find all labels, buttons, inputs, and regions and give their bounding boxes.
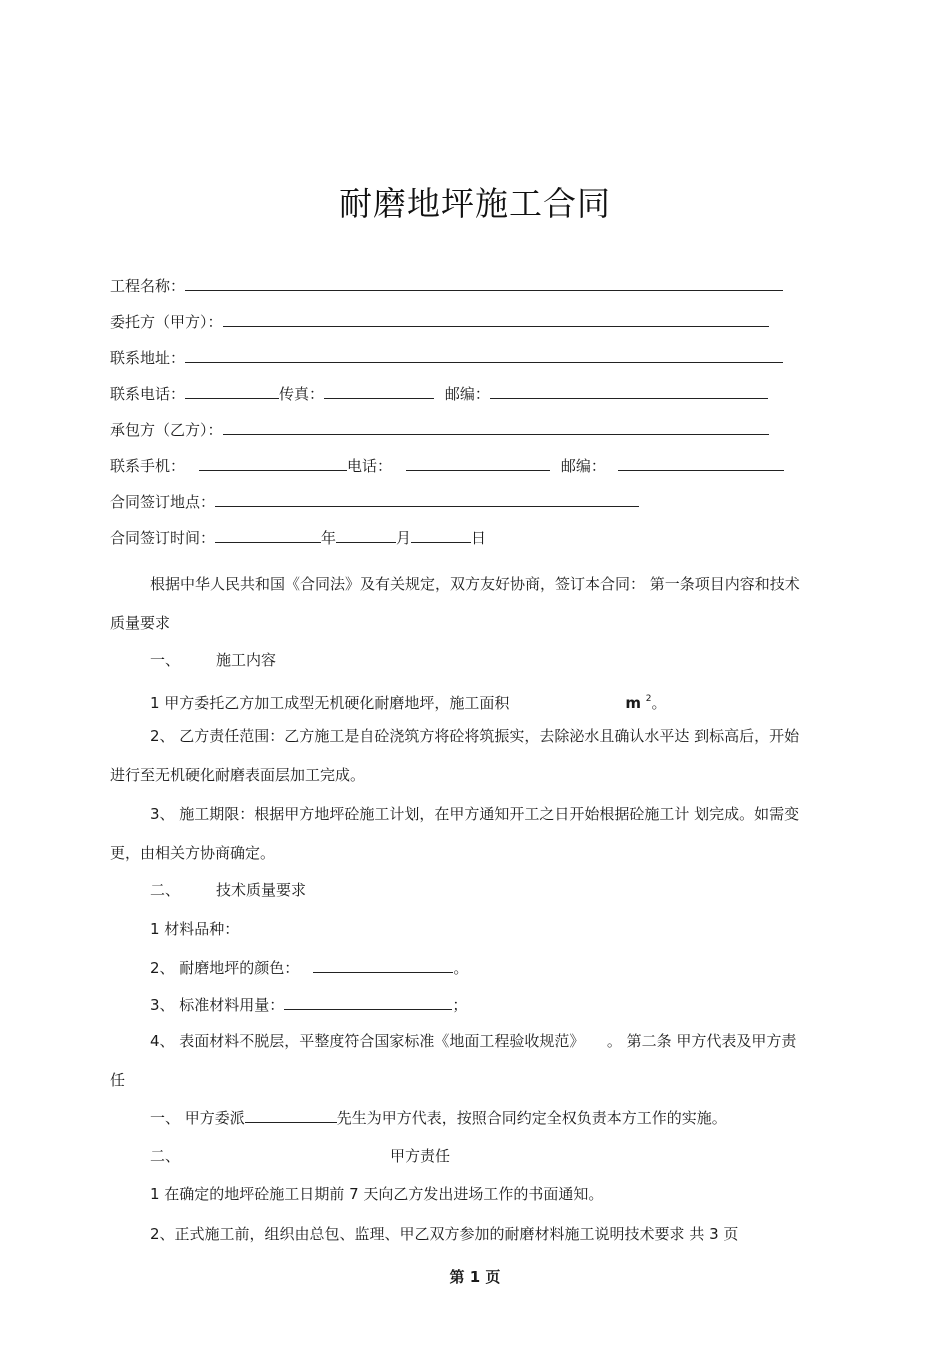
party-a-label: 委托方（甲方）： [110, 313, 223, 331]
item-1-end: 。 [651, 694, 667, 712]
duty-title: 甲方责任 [390, 1147, 451, 1165]
year-label: 年 [321, 529, 337, 547]
rep-name-blank[interactable] [245, 1108, 337, 1123]
mobile-label: 联系手机： [110, 457, 186, 475]
postcode-blank[interactable] [490, 384, 768, 399]
party-b-label: 承包方（乙方）： [110, 421, 223, 439]
tq-2-end: 。 [453, 959, 469, 977]
phone-blank[interactable] [185, 384, 279, 399]
address-row [110, 346, 783, 370]
material-usage-blank[interactable] [284, 995, 452, 1010]
address-label: 联系地址： [110, 349, 186, 367]
tq-3-end: ； [452, 996, 468, 1014]
year-blank[interactable] [215, 528, 321, 543]
mobile-row [110, 454, 784, 478]
tq-2-text: 2、 耐磨地坪的颜色： [150, 959, 300, 977]
area-unit-sup: 2 [645, 694, 652, 704]
color-blank[interactable] [313, 958, 453, 973]
section-1-number: 一、 [150, 651, 181, 669]
party-a-duty-heading [150, 1144, 450, 1168]
party-a-row [110, 310, 769, 334]
postcode2-blank[interactable] [618, 456, 784, 471]
party-a-rep [150, 1106, 727, 1130]
phone-label: 联系电话： [110, 385, 186, 403]
item-3-paragraph: 3、 施工期限：根据甲方地坪砼施工计划，在甲方通知开工之日开始根据砼施工计 划完成。如需变更，由相关方协商确定。 [110, 805, 800, 862]
section-2-title: 技术质量要求 [216, 881, 307, 899]
sign-place-blank[interactable] [215, 492, 639, 507]
section-2-heading [150, 878, 306, 902]
duty-2: 2、正式施工前，组织由总包、监理、甲乙双方参加的耐磨材料施工说明技术要求 共 3 页 [150, 1225, 739, 1243]
page-title: 耐磨地坪施工合同 [339, 184, 611, 223]
tq-3 [150, 993, 467, 1017]
tq-1: 1 材料品种： [150, 920, 240, 938]
party-b-row [110, 418, 769, 442]
postcode2-label: 邮编： [560, 457, 606, 475]
tq-2 [150, 956, 468, 980]
day-label: 日 [471, 529, 487, 547]
month-blank[interactable] [336, 528, 396, 543]
fax-blank[interactable] [324, 384, 434, 399]
project-name-row [110, 274, 783, 298]
item-1 [150, 687, 667, 711]
item-1-text: 1 甲方委托乙方加工成型无机硬化耐磨地坪，施工面积 [150, 694, 510, 712]
day-blank[interactable] [411, 528, 471, 543]
project-name-label: 工程名称： [110, 277, 186, 295]
address-blank[interactable] [185, 348, 783, 363]
item-2-paragraph: 2、 乙方责任范围：乙方施工是自砼浇筑方将砼将筑振实，去除泌水且确认水平达 到标高后，开始进行至无机硬化耐磨表面层加工完成。 [110, 727, 800, 784]
section-1-heading [150, 648, 276, 672]
tq-3-text: 3、 标准材料用量： [150, 996, 285, 1014]
month-label: 月 [396, 529, 412, 547]
section-2-number: 二、 [150, 881, 181, 899]
duty-number: 二、 [150, 1147, 181, 1165]
intro-paragraph: 根据中华人民共和国《合同法》及有关规定，双方友好协商，签订本合同： 第一条项目内容和技术质量要求 [110, 575, 800, 632]
page-number: 第 1 页 [449, 1268, 501, 1286]
tq-4-paragraph: 4、 表面材料不脱层，平整度符合国家标准《地面工程验收规范》 。 第二条 甲方代表及甲方责任 [110, 1032, 797, 1089]
party-b-blank[interactable] [223, 420, 769, 435]
postcode-label: 邮编： [444, 385, 490, 403]
section-1-title: 施工内容 [216, 651, 277, 669]
project-name-blank[interactable] [185, 276, 783, 291]
area-unit: m [625, 694, 641, 712]
phone-row [110, 382, 768, 406]
party-a-rep-end: 先生为甲方代表，按照合同约定全权负责本方工作的实施。 [336, 1109, 727, 1127]
party-a-blank[interactable] [223, 312, 769, 327]
sign-place-label: 合同签订地点： [110, 493, 216, 511]
duty-1: 1 在确定的地坪砼施工日期前 7 天向乙方发出进场工作的书面通知。 [150, 1185, 604, 1203]
tel-label: 电话： [347, 457, 393, 475]
fax-label: 传真： [279, 385, 325, 403]
tel-blank[interactable] [406, 456, 550, 471]
mobile-blank[interactable] [199, 456, 347, 471]
sign-time-row [110, 526, 486, 550]
sign-place-row [110, 490, 639, 514]
sign-time-label: 合同签订时间： [110, 529, 216, 547]
party-a-rep-start: 一、 甲方委派 [150, 1109, 245, 1127]
